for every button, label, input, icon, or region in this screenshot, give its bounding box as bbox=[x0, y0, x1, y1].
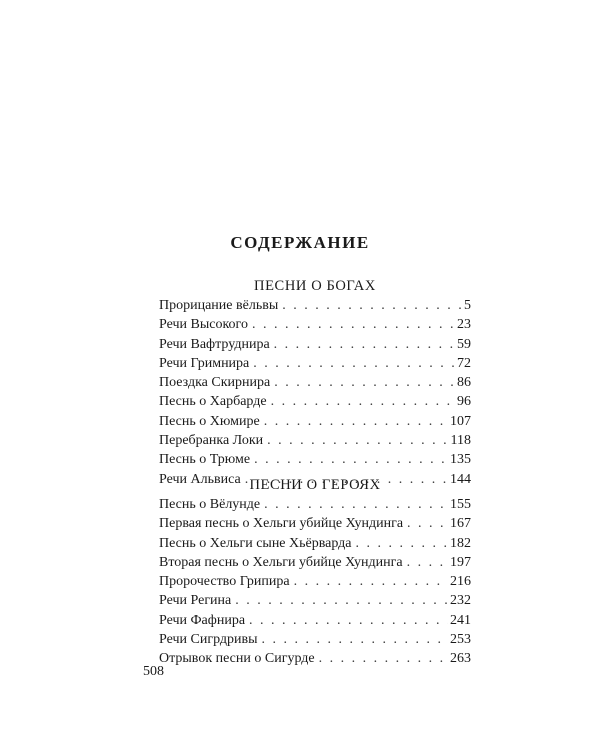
dot-leader bbox=[262, 630, 448, 649]
toc-entry bbox=[159, 649, 471, 668]
toc-entry-title: Песнь о Хюмире bbox=[159, 413, 260, 429]
dot-leader bbox=[264, 412, 448, 431]
page-title: СОДЕРЖАНИЕ bbox=[230, 233, 370, 252]
toc-entry bbox=[159, 431, 471, 450]
toc-entry bbox=[159, 534, 471, 553]
toc-entry bbox=[159, 553, 471, 572]
dot-leader bbox=[274, 335, 455, 354]
toc-list bbox=[159, 296, 471, 489]
dot-leader bbox=[356, 534, 448, 553]
toc-entry bbox=[159, 315, 471, 334]
dot-leader bbox=[235, 591, 448, 610]
toc-entry bbox=[159, 572, 471, 591]
toc-entry bbox=[159, 450, 471, 469]
dot-leader bbox=[267, 431, 448, 450]
section-heroes bbox=[159, 475, 471, 669]
toc-entry bbox=[159, 373, 471, 392]
toc-entry-page: 241 bbox=[450, 612, 471, 628]
toc-entry-page: 197 bbox=[450, 554, 471, 570]
toc-entry-title: Вторая песнь о Хельги убийце Хундинга bbox=[159, 554, 403, 570]
dot-leader bbox=[271, 392, 455, 411]
dot-leader bbox=[294, 572, 448, 591]
toc-entry bbox=[159, 495, 471, 514]
toc-entry-page: 5 bbox=[464, 298, 471, 313]
toc-entry-title: Речи Гримнира bbox=[159, 355, 250, 371]
toc-entry-title: Речи Сигрдривы bbox=[159, 632, 258, 648]
toc-entry-page: 155 bbox=[450, 497, 471, 512]
toc-entry-page: 167 bbox=[450, 516, 471, 532]
toc-entry-title: Перебранка Локи bbox=[159, 433, 264, 449]
dot-leader bbox=[253, 354, 455, 373]
toc-entry bbox=[159, 630, 471, 649]
toc-entry-page: 118 bbox=[450, 433, 471, 449]
toc-entry-page: 23 bbox=[457, 317, 471, 333]
toc-entry-page: 86 bbox=[457, 375, 471, 391]
toc-entry-title: Речи Фафнира bbox=[159, 612, 246, 628]
dot-leader bbox=[274, 373, 455, 392]
toc-entry bbox=[159, 392, 471, 411]
dot-leader bbox=[254, 450, 448, 469]
toc-entry-page: 135 bbox=[450, 452, 471, 468]
toc-entry-page: 96 bbox=[457, 394, 471, 410]
toc-entry-title: Поездка Скирнира bbox=[159, 375, 271, 391]
toc-list bbox=[159, 495, 471, 669]
toc-entry-page: 232 bbox=[450, 593, 471, 609]
toc-entry-title: Отрывок песни о Сигурде bbox=[159, 651, 315, 667]
dot-leader bbox=[249, 611, 448, 630]
toc-entry bbox=[159, 611, 471, 630]
toc-entry-page: 263 bbox=[450, 651, 471, 667]
toc-entry-page: 59 bbox=[457, 336, 471, 352]
dot-leader bbox=[252, 315, 455, 334]
dot-leader bbox=[407, 553, 448, 572]
toc-entry-title: Речи Вафтруднира bbox=[159, 336, 270, 352]
dot-leader bbox=[407, 514, 448, 533]
section-heading: ПЕСНИ О ГЕРОЯХ bbox=[249, 477, 381, 493]
toc-entry-title: Прорицание вёльвы bbox=[159, 298, 279, 313]
dot-leader bbox=[282, 296, 462, 315]
toc-entry-title: Песнь о Вёлунде bbox=[159, 497, 261, 512]
toc-entry-title: Первая песнь о Хельги убийце Хундинга bbox=[159, 516, 404, 532]
toc-entry-page: 182 bbox=[450, 535, 471, 551]
toc-entry-title: Песнь о Хельги сыне Хьёрварда bbox=[159, 535, 352, 551]
toc-entry bbox=[159, 296, 471, 315]
section-gods bbox=[159, 276, 471, 489]
dot-leader bbox=[264, 495, 448, 514]
toc-entry-page: 253 bbox=[450, 632, 471, 648]
toc-entry bbox=[159, 335, 471, 354]
toc-entry bbox=[159, 354, 471, 373]
toc-entry bbox=[159, 412, 471, 431]
dot-leader bbox=[319, 649, 448, 668]
toc-entry-title: Песнь о Харбарде bbox=[159, 394, 267, 410]
page-number: 508 bbox=[143, 664, 164, 679]
toc-entry-title: Песнь о Трюме bbox=[159, 452, 251, 468]
toc-entry-page: 72 bbox=[457, 355, 471, 371]
toc-entry-title: Пророчество Грипира bbox=[159, 574, 290, 590]
toc-entry-page: 107 bbox=[450, 413, 471, 429]
toc-entry bbox=[159, 514, 471, 533]
toc-entry bbox=[159, 591, 471, 610]
toc-entry-title: Речи Регина bbox=[159, 593, 232, 609]
toc-entry-page: 144 bbox=[450, 471, 471, 487]
toc-entry-page: 216 bbox=[450, 574, 471, 590]
section-heading: ПЕСНИ О БОГАХ bbox=[254, 278, 376, 294]
toc-entry-title: Речи Высокого bbox=[159, 317, 248, 333]
toc-entry-title: Речи Альвиса bbox=[159, 471, 241, 487]
